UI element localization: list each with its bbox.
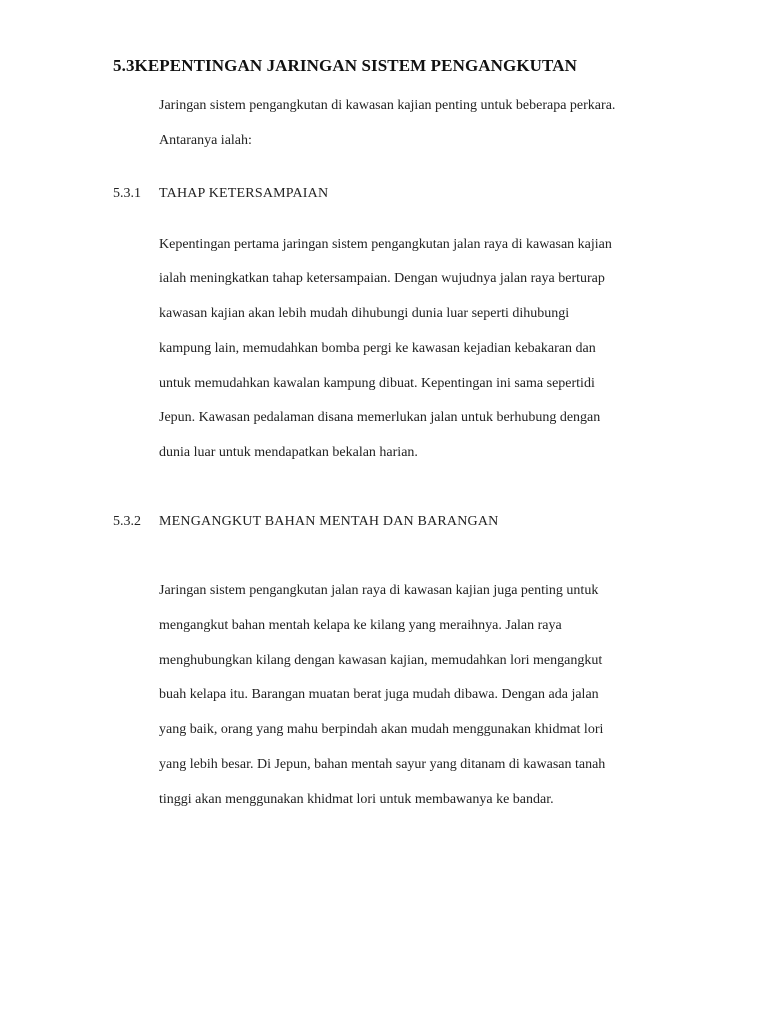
- intro-line: Jaringan sistem pengangkutan di kawasan kajian penting untuk beberapa perkara.: [159, 98, 616, 113]
- paragraph-line: kawasan kajian akan lebih mudah dihubungi dunia luar seperti dihubungi: [159, 306, 570, 321]
- paragraph-line: dunia luar untuk mendapatkan bekalan harian.: [159, 445, 418, 460]
- paragraph-line: Jaringan sistem pengangkutan jalan raya di kawasan kajian juga penting untuk: [159, 583, 599, 598]
- paragraph-line: yang lebih besar. Di Jepun, bahan mentah sayur yang ditanam di kawasan tanah: [159, 757, 606, 772]
- subsection-title: TAHAP KETERSAMPAIAN: [159, 186, 329, 201]
- paragraph-line: buah kelapa itu. Barangan muatan berat juga mudah dibawa. Dengan ada jalan: [159, 687, 599, 702]
- paragraph-line: Kepentingan pertama jaringan sistem pengangkutan jalan raya di kawasan kajian: [159, 237, 612, 252]
- subsection-number: 5.3.1: [113, 186, 141, 201]
- paragraph-line: untuk memudahkan kawalan kampung dibuat. Kepentingan ini sama sepertidi: [159, 376, 595, 391]
- paragraph-line: Jepun. Kawasan pedalaman disana memerlukan jalan untuk berhubung dengan: [159, 410, 601, 425]
- paragraph-line: mengangkut bahan mentah kelapa ke kilang yang meraihnya. Jalan raya: [159, 618, 562, 633]
- paragraph-line: tinggi akan menggunakan khidmat lori untuk membawanya ke bandar.: [159, 792, 554, 807]
- paragraph-line: yang baik, orang yang mahu berpindah akan mudah menggunakan khidmat lori: [159, 722, 604, 737]
- paragraph-line: ialah meningkatkan tahap ketersampaian. Dengan wujudnya jalan raya berturap: [159, 271, 605, 286]
- paragraph-line: menghubungkan kilang dengan kawasan kajian, memudahkan lori mengangkut: [159, 653, 603, 668]
- subsection-title: MENGANGKUT BAHAN MENTAH DAN BARANGAN: [159, 514, 499, 529]
- section-heading: 5.3KEPENTINGAN JARINGAN SISTEM PENGANGKUTAN: [113, 56, 577, 75]
- subsection-number: 5.3.2: [113, 514, 141, 529]
- paragraph-line: kampung lain, memudahkan bomba pergi ke kawasan kejadian kebakaran dan: [159, 341, 596, 356]
- intro-line: Antaranya ialah:: [159, 133, 252, 148]
